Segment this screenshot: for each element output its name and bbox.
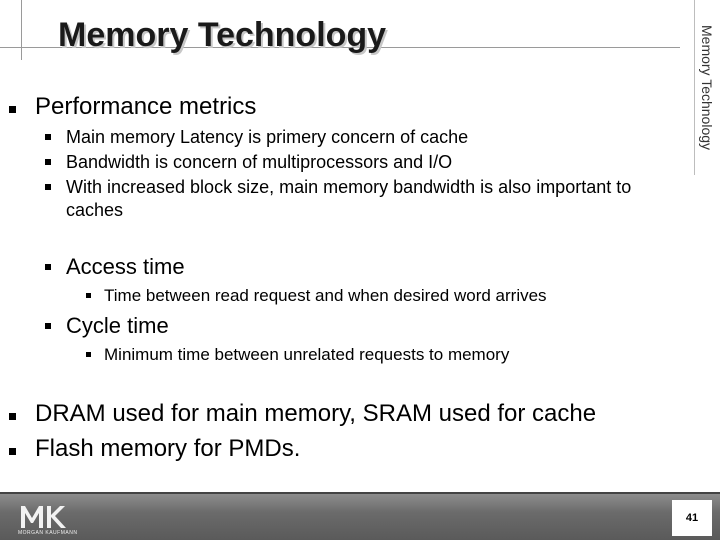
bullet-access-time: Access time: [66, 254, 185, 279]
bullet-flash: Flash memory for PMDs.: [35, 435, 301, 462]
bullet-marker: [86, 352, 91, 357]
mk-logo-icon: [18, 500, 72, 534]
bullet-marker: [9, 413, 16, 420]
page-number-box: [672, 500, 712, 536]
slide-title: Memory Technology: [58, 16, 387, 54]
side-label: [694, 0, 720, 175]
bullet-marker: [86, 293, 91, 298]
bullet-dram: DRAM used for main memory, SRAM used for cache: [35, 400, 597, 427]
publisher-name: MORGAN KAUFMANN: [18, 530, 78, 536]
bullet-access-time-desc: Time between read request and when desired word arrives: [104, 286, 547, 305]
footer-bar: [0, 494, 720, 540]
bullet-marker: [9, 106, 16, 113]
bullet-marker: [9, 448, 16, 455]
bullet-marker: [45, 264, 51, 270]
bullet-block-size-line2: caches: [66, 200, 124, 220]
bullet-cycle-time-desc: Minimum time between unrelated requests to memory: [104, 345, 510, 364]
bullet-marker: [45, 184, 51, 190]
side-label-text: Memory Technology: [699, 24, 715, 151]
bullet-cycle-time: Cycle time: [66, 313, 169, 338]
decorative-vertical-line: [21, 0, 22, 60]
bullet-latency: Main memory Latency is primery concern of cache: [66, 127, 469, 147]
bullet-marker: [45, 323, 51, 329]
bullet-marker: [45, 159, 51, 165]
bullet-bandwidth: Bandwidth is concern of multiprocessors and I/O: [66, 152, 453, 172]
bullet-performance-metrics: Performance metrics: [35, 93, 257, 120]
page-number: 41: [685, 512, 699, 524]
bullet-block-size-line1: With increased block size, main memory bandwidth is also important to: [66, 177, 632, 197]
bullet-marker: [45, 134, 51, 140]
